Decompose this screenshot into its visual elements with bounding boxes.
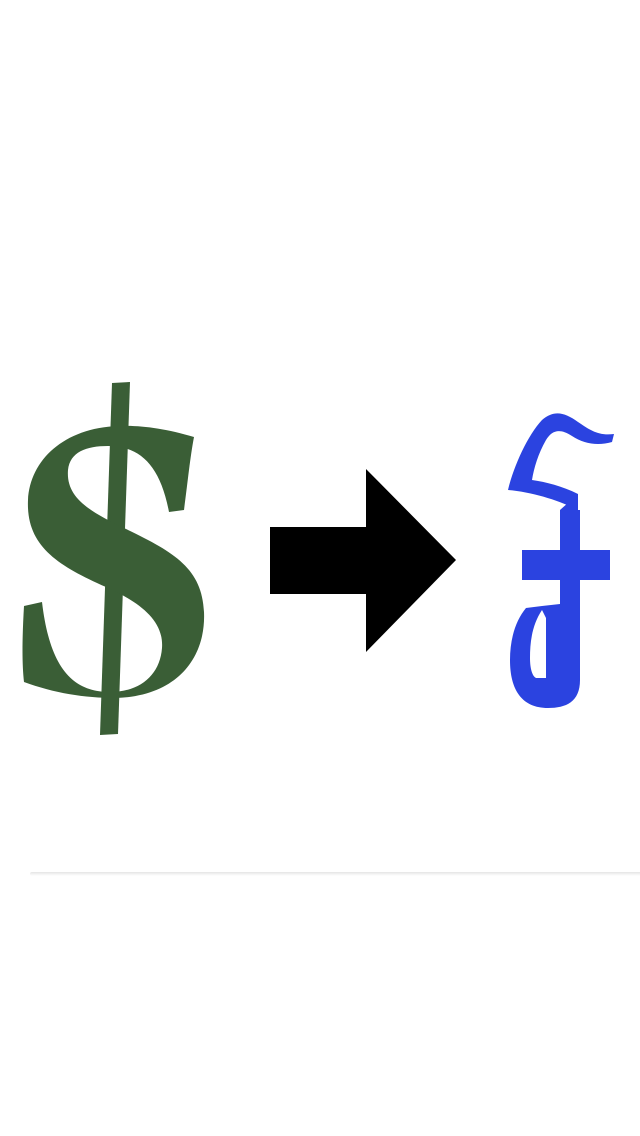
riel-sign-crossbar [522,550,610,580]
dollar-sign-icon [14,380,214,740]
riel-sign-icon [502,410,622,710]
bottom-panel [0,876,640,1136]
riel-sign-hook [508,413,614,510]
arrow-right-icon [270,467,456,653]
arrow-shape [270,469,456,652]
riel-sign-stem [510,494,580,708]
